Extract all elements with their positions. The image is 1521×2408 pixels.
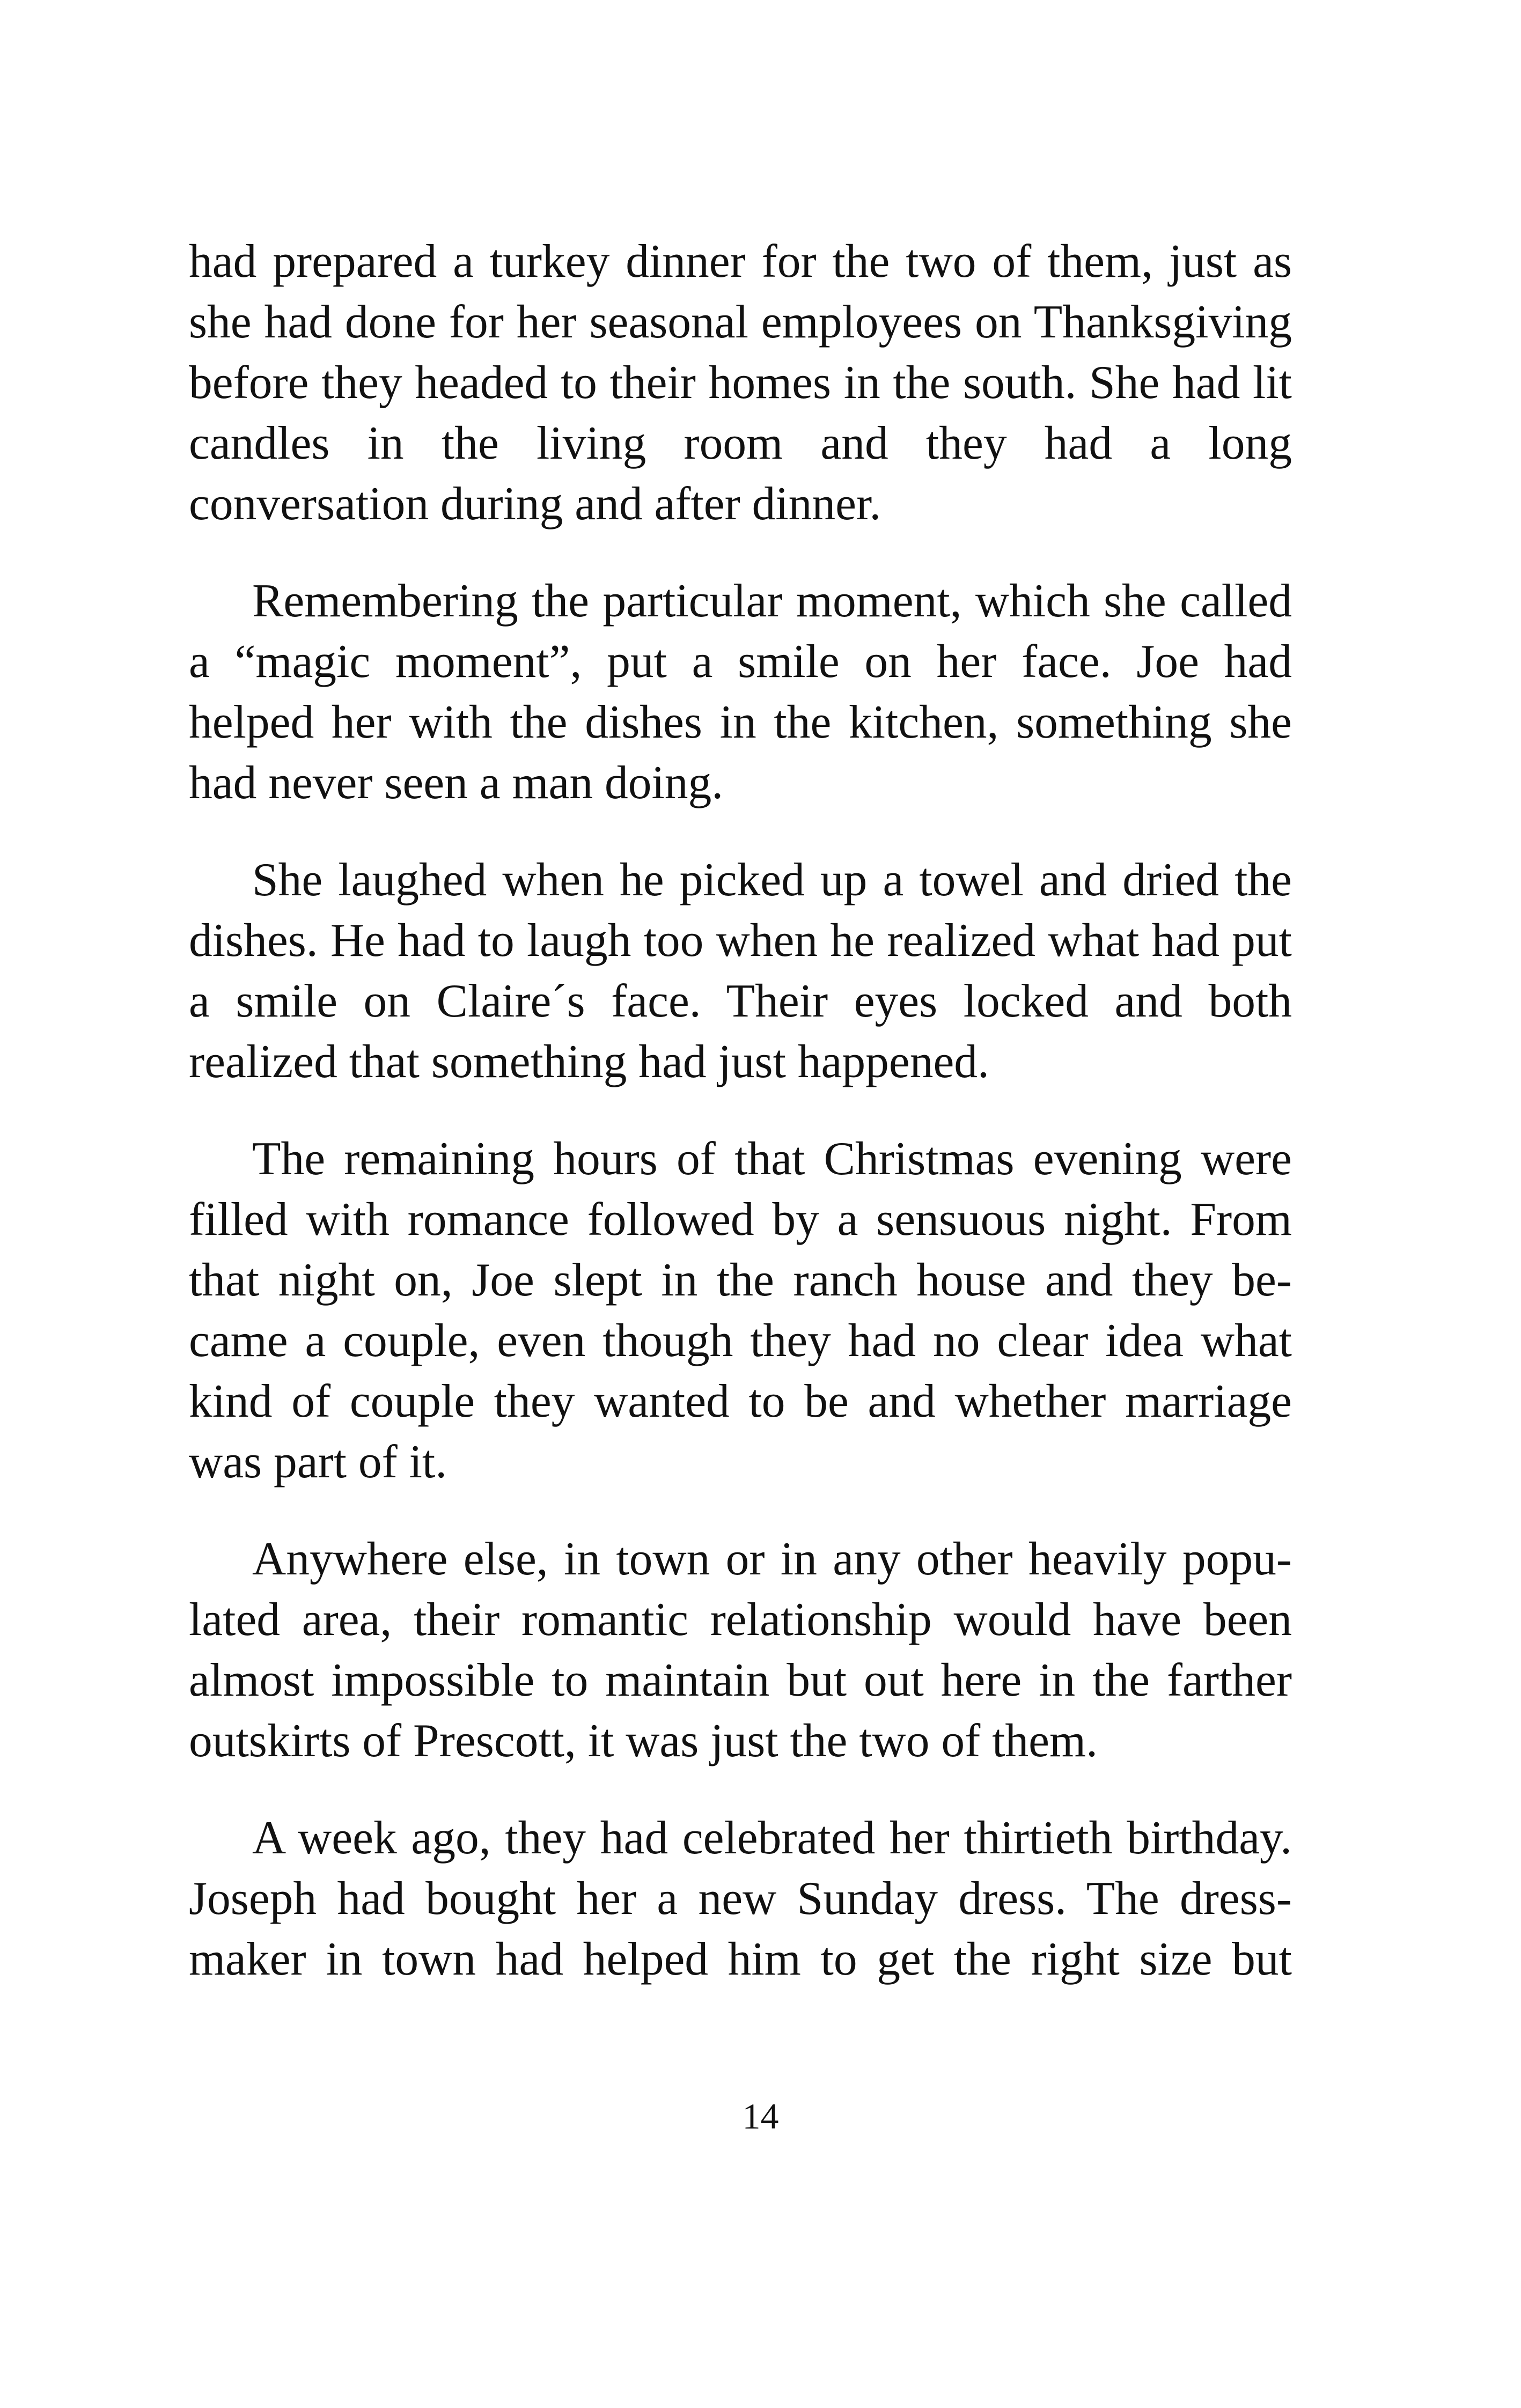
paragraph-2: Remembering the particular moment, which she called a “magic moment”, put a smile on her face. Joe had helped her with the dishes in the kitchen, something she had never seen a man doing. bbox=[189, 575, 1292, 808]
paragraph-4: The remaining hours of that Christmas evening were filled with romance followed by a sensuous night. From that night on, Joe slept in the ranch house and they became a couple, even though they had no clear idea what kind of couple they wanted to be and whether marriage was part of it. bbox=[189, 1132, 1292, 1487]
paragraph-3: She laughed when he picked up a towel and dried the dishes. He had to laugh too when he realized what had put a smile on Claire´s face. Their eyes locked and both realized that something had just happened. bbox=[189, 853, 1292, 1087]
paragraph-5: Anywhere else, in town or in any other heavily populated area, their romantic relationship would have been almost impossible to maintain but out here in the farther outskirts of Prescott, it was just the two of them. bbox=[189, 1533, 1292, 1766]
body-text bbox=[189, 231, 1292, 2026]
page-number: 14 bbox=[742, 2096, 779, 2137]
paragraph-6: A week ago, they had celebrated her thirtieth birthday. Joseph had bought her a new Sunday dress. The dressmaker in town had helped him to get the right size but bbox=[189, 1811, 1292, 1985]
paragraph-1: had prepared a turkey dinner for the two of them, just as she had done for her seasonal employees on Thanksgiving before they headed to their homes in the south. She had lit candles in the living room and they had a long conversation during and after dinner. bbox=[189, 235, 1292, 529]
